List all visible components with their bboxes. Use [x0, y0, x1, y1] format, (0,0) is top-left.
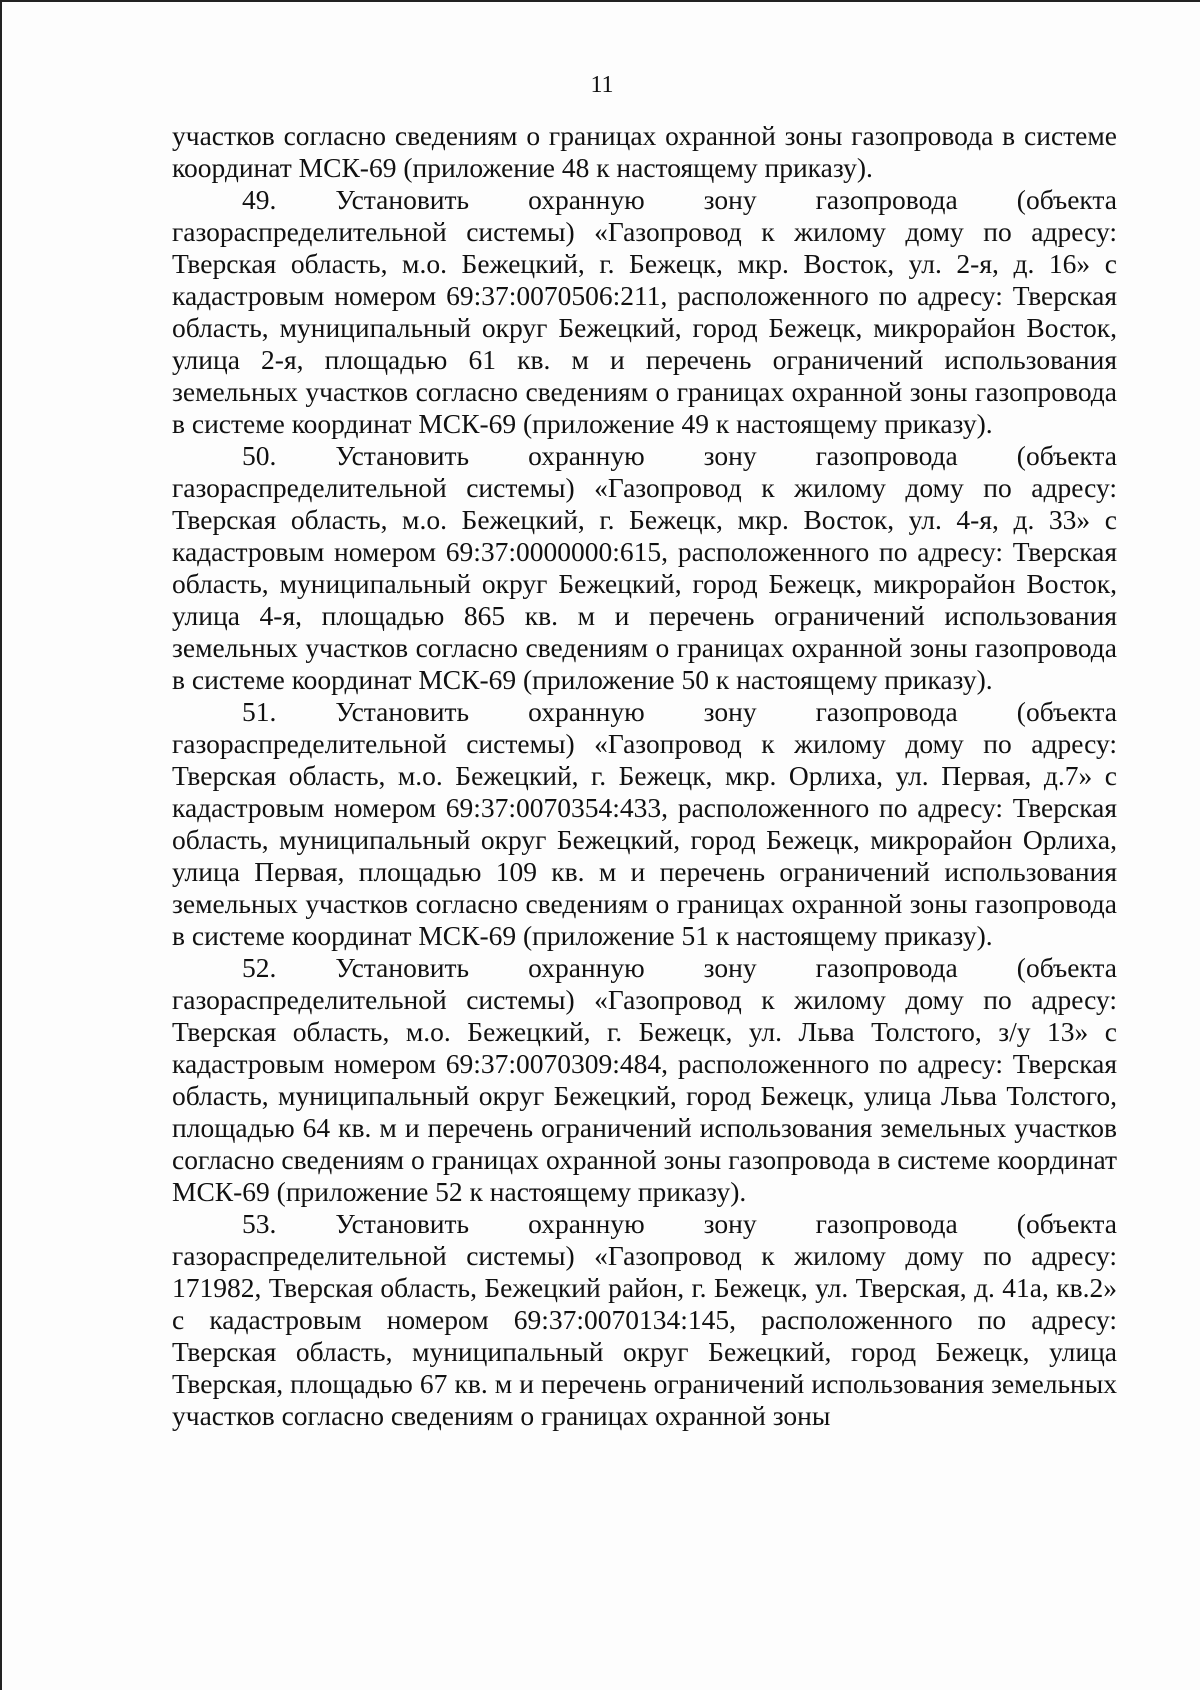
paragraph-51: 51. Установить охранную зону газопровода (объекта газораспределительной системы) «Газопровод к жилому дому по адресу: Тверская область, м.о. Бежецкий, г. Бежецк, мкр. Орлиха, ул. Первая, д.7» с кадастровым номером 69:37:0070354:433, расположенного по адресу: Тверская область, муниципальный округ Бежецкий, город Бежецк, микрорайон Орлиха, улица Первая, площадью 109 кв. м и перечень ограничений использования земельных участков согласно сведениям о границах охранной зоны газопровода в системе координат МСК-69 (приложение 51 к настоящему приказу).: [172, 696, 1117, 951]
paragraph-48-continuation: участков согласно сведениям о границах охранной зоны газопровода в системе координат МСК-69 (приложение 48 к настоящему приказу).: [172, 120, 1117, 183]
paragraph-49: 49. Установить охранную зону газопровода (объекта газораспределительной системы) «Газопровод к жилому дому по адресу: Тверская область, м.о. Бежецкий, г. Бежецк, мкр. Восток, ул. 2-я, д. 16» с кадастровым номером 69:37:0070506:211, расположенного по адресу: Тверская область, муниципальный округ Бежецкий, город Бежецк, микрорайон Восток, улица 2-я, площадью 61 кв. м и перечень ограничений использования земельных участков согласно сведениям о границах охранной зоны газопровода в системе координат МСК-69 (приложение 49 к настоящему приказу).: [172, 184, 1117, 439]
paragraph-52: 52. Установить охранную зону газопровода (объекта газораспределительной системы) «Газопровод к жилому дому по адресу: Тверская область, м.о. Бежецкий, г. Бежецк, ул. Льва Толстого, з/у 13» с кадастровым номером 69:37:0070309:484, расположенного по адресу: Тверская область, муниципальный округ Бежецкий, город Бежецк, улица Льва Толстого, площадью 64 кв. м и перечень ограничений использования земельных участков согласно сведениям о границах охранной зоны газопровода в системе координат МСК-69 (приложение 52 к настоящему приказу).: [172, 952, 1117, 1207]
document-body: [172, 120, 1117, 1432]
page-number: 11: [590, 72, 614, 98]
paragraph-53: 53. Установить охранную зону газопровода (объекта газораспределительной системы) «Газопровод к жилому дому по адресу: 171982, Тверская область, Бежецкий район, г. Бежецк, ул. Тверская, д. 41а, кв.2» с кадастровым номером 69:37:0070134:145, расположенного по адресу: Тверская область, муниципальный округ Бежецкий, город Бежецк, улица Тверская, площадью 67 кв. м и перечень ограничений использования земельных участков согласно сведениям о границах охранной зоны: [172, 1208, 1117, 1431]
paragraph-50: 50. Установить охранную зону газопровода (объекта газораспределительной системы) «Газопровод к жилому дому по адресу: Тверская область, м.о. Бежецкий, г. Бежецк, мкр. Восток, ул. 4-я, д. 33» с кадастровым номером 69:37:0000000:615, расположенного по адресу: Тверская область, муниципальный округ Бежецкий, город Бежецк, микрорайон Восток, улица 4-я, площадью 865 кв. м и перечень ограничений использования земельных участков согласно сведениям о границах охранной зоны газопровода в системе координат МСК-69 (приложение 50 к настоящему приказу).: [172, 440, 1117, 695]
